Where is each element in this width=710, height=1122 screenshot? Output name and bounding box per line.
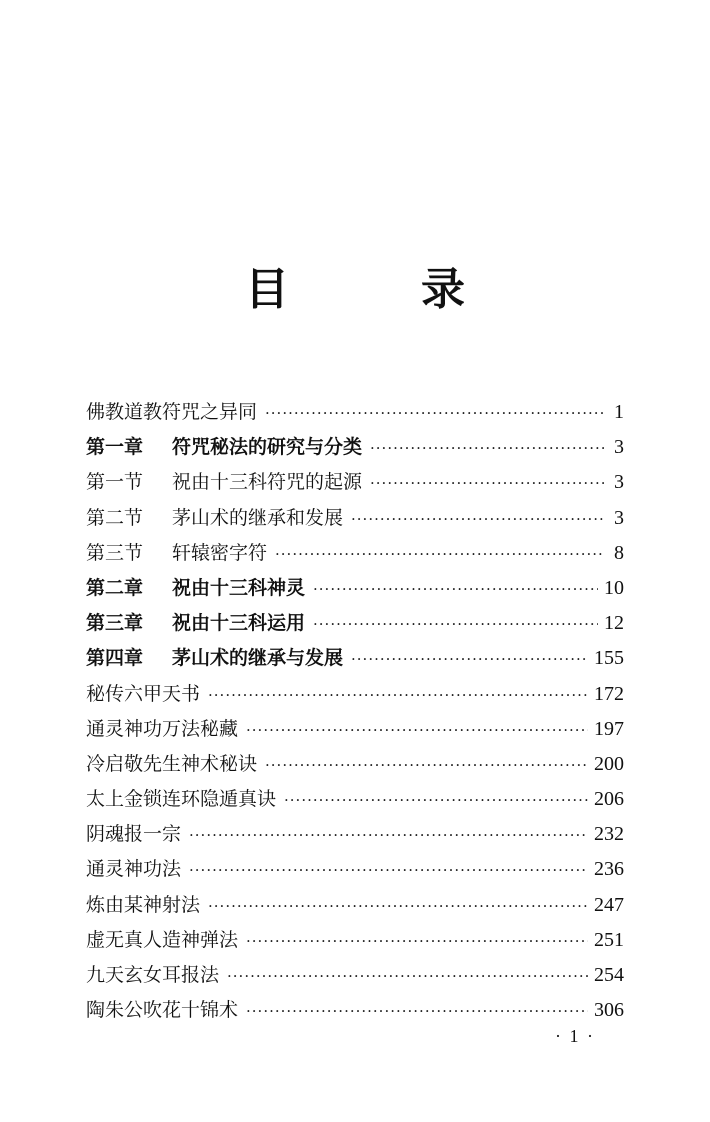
toc-entry[interactable] — [86, 923, 624, 958]
toc-entry[interactable] — [86, 395, 624, 430]
dot-leader — [208, 889, 588, 924]
toc-page-number: 10 — [604, 576, 624, 599]
table-of-contents — [86, 395, 624, 1028]
page-number-footer: · 1 · — [555, 1026, 595, 1046]
dot-leader — [208, 678, 588, 713]
toc-page-number: 200 — [594, 752, 624, 775]
toc-page-number: 247 — [594, 893, 624, 916]
toc-page-number: 197 — [594, 717, 624, 740]
dot-leader — [275, 537, 604, 572]
dot-leader — [284, 783, 588, 818]
toc-entry[interactable] — [86, 782, 624, 817]
dot-leader — [189, 818, 588, 853]
toc-chapter-label: 第二节 — [86, 506, 144, 529]
toc-page-number: 236 — [594, 858, 624, 881]
toc-page-number: 254 — [594, 964, 624, 986]
toc-page-number: 3 — [614, 436, 624, 459]
dot-leader — [265, 396, 604, 431]
toc-entry-title: 通灵神功法 — [86, 858, 182, 881]
toc-entry-title: 茅山术的继承和发展 — [172, 506, 344, 529]
toc-entry[interactable] — [86, 958, 624, 993]
toc-page-number: 1 — [614, 401, 624, 423]
toc-entry-title: 九天玄女耳报法 — [86, 964, 220, 986]
toc-page-number: 172 — [594, 682, 624, 705]
dot-leader — [313, 607, 598, 642]
toc-page-number: 306 — [594, 999, 624, 1022]
toc-entry-title: 祝由十三科运用 — [172, 612, 306, 635]
toc-entry[interactable] — [86, 712, 624, 747]
toc-page-number: 8 — [614, 541, 624, 564]
toc-entry-title: 阴魂报一宗 — [86, 823, 182, 846]
toc-entry-title: 陶朱公吹花十锦术 — [86, 999, 239, 1022]
toc-entry-title: 祝由十三科符咒的起源 — [172, 471, 363, 494]
toc-entry[interactable] — [86, 606, 624, 641]
dot-leader — [351, 502, 604, 537]
dot-leader — [246, 994, 588, 1029]
toc-entry[interactable] — [86, 571, 624, 606]
toc-page-number: 155 — [594, 647, 624, 670]
toc-entry[interactable] — [86, 888, 624, 923]
toc-entry-title: 通灵神功万法秘藏 — [86, 717, 239, 740]
toc-entry-title: 秘传六甲天书 — [86, 682, 201, 705]
toc-entry-title: 轩辕密字符 — [172, 541, 268, 564]
toc-entry[interactable] — [86, 993, 624, 1028]
toc-chapter-label: 第一节 — [86, 471, 144, 494]
toc-page-number: 12 — [604, 612, 624, 635]
toc-entry-title: 太上金锁连环隐遁真诀 — [86, 788, 277, 811]
toc-entry[interactable] — [86, 817, 624, 852]
toc-entry[interactable] — [86, 641, 624, 676]
toc-entry-title: 炼由某神射法 — [86, 893, 201, 916]
dot-leader — [189, 853, 588, 888]
toc-entry-title: 茅山术的继承与发展 — [172, 647, 344, 670]
dot-leader — [227, 959, 588, 994]
toc-entry-title: 祝由十三科神灵 — [172, 576, 306, 599]
toc-entry-title: 佛教道教符咒之异同 — [86, 401, 258, 423]
toc-chapter-label: 第四章 — [86, 647, 144, 670]
toc-entry-title: 符咒秘法的研究与分类 — [172, 436, 363, 459]
dot-leader — [265, 748, 588, 783]
toc-chapter-label: 第二章 — [86, 576, 144, 599]
toc-entry-title: 虚无真人造神弹法 — [86, 928, 239, 951]
toc-chapter-label: 第三章 — [86, 612, 144, 635]
dot-leader — [313, 572, 598, 607]
toc-entry[interactable] — [86, 747, 624, 782]
toc-page-number: 232 — [594, 823, 624, 846]
dot-leader — [246, 713, 588, 748]
dot-leader — [370, 431, 604, 466]
toc-entry[interactable] — [86, 536, 624, 571]
toc-page-number: 3 — [614, 506, 624, 529]
toc-entry[interactable] — [86, 677, 624, 712]
toc-chapter-label: 第三节 — [86, 541, 144, 564]
toc-page-number: 251 — [594, 928, 624, 951]
toc-entry[interactable] — [86, 501, 624, 536]
dot-leader — [351, 642, 588, 677]
toc-entry[interactable] — [86, 430, 624, 465]
toc-page-number: 206 — [594, 788, 624, 811]
toc-entry[interactable] — [86, 852, 624, 887]
toc-chapter-label: 第一章 — [86, 436, 144, 459]
page-title: 目 录 — [245, 264, 509, 315]
dot-leader — [370, 466, 604, 501]
toc-page-number: 3 — [614, 471, 624, 494]
toc-entry-title: 冷启敬先生神术秘诀 — [86, 752, 258, 775]
dot-leader — [246, 924, 588, 959]
toc-entry[interactable] — [86, 465, 624, 500]
